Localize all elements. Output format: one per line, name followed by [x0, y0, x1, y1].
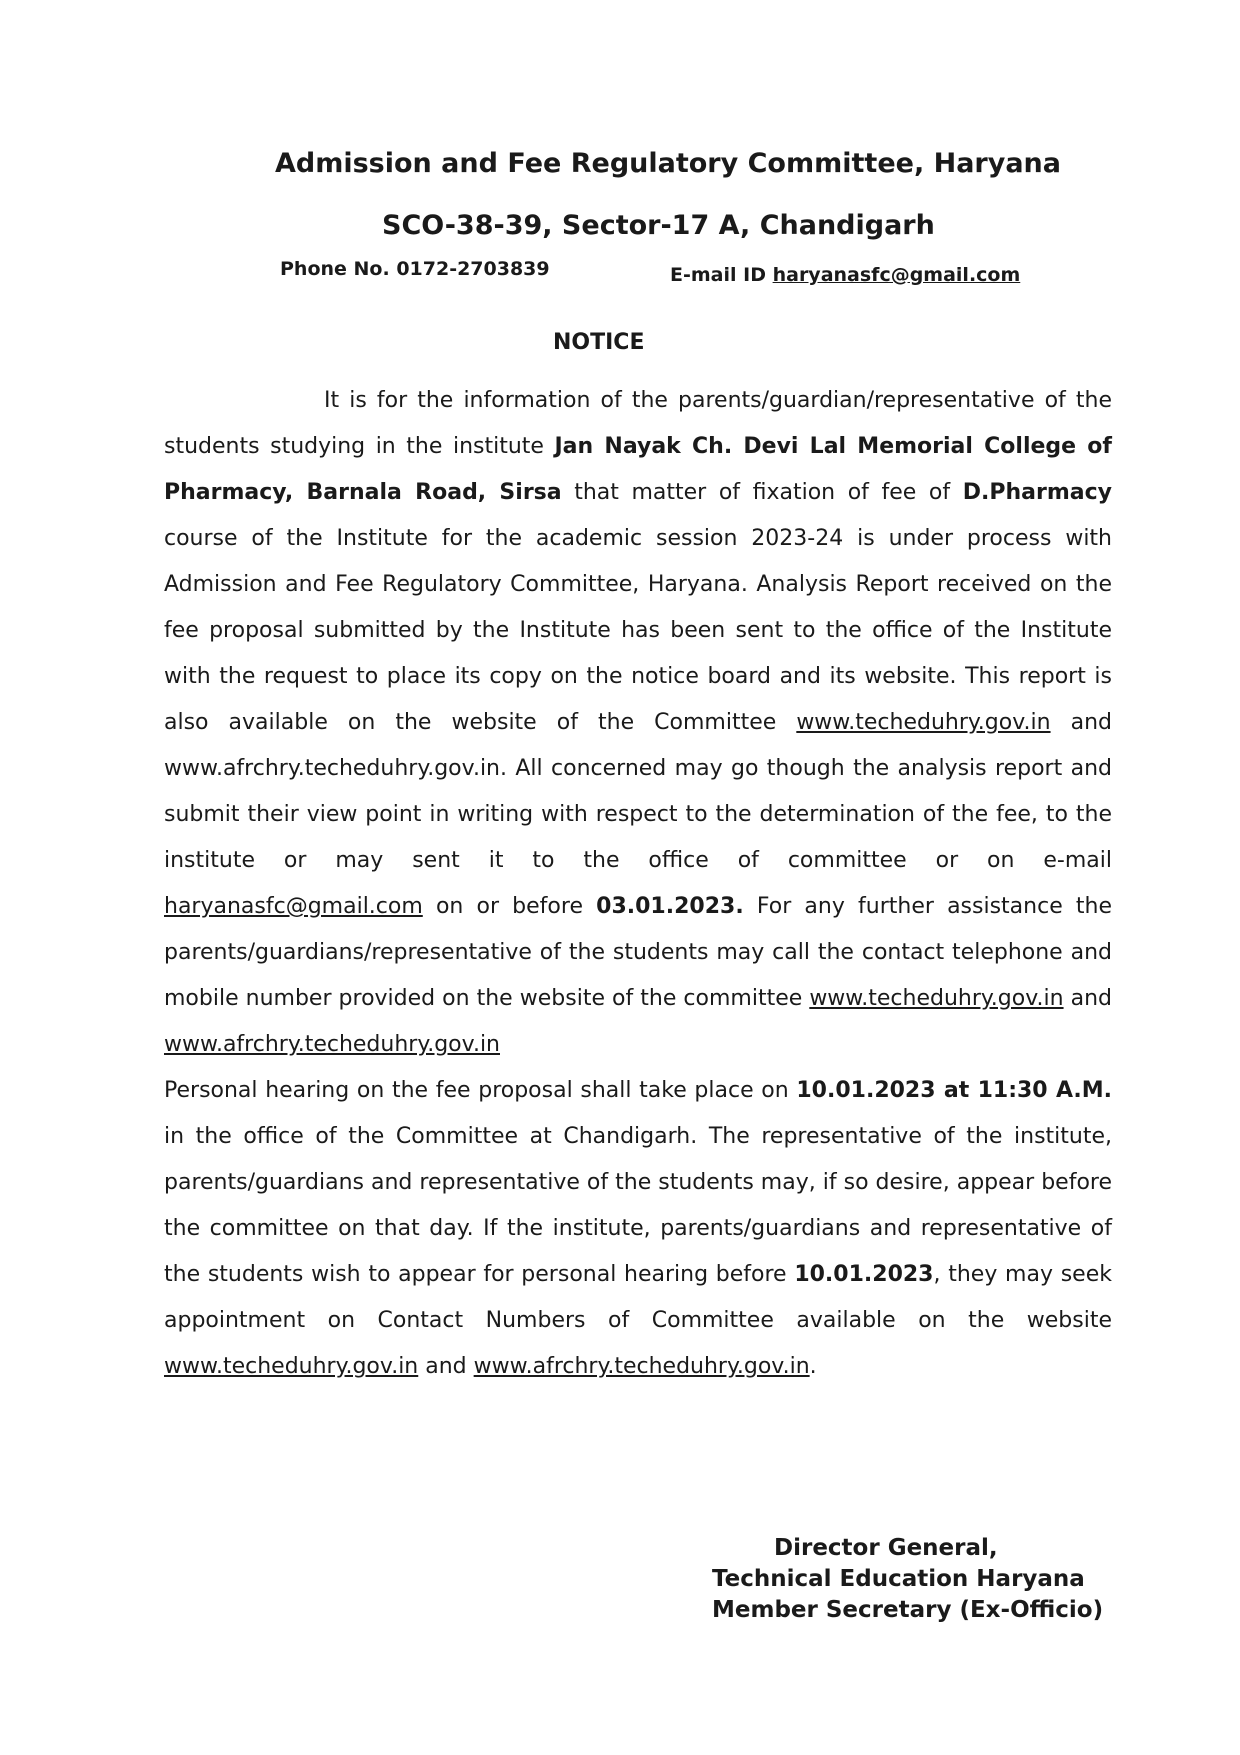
website-link[interactable]: www.techeduhry.gov.in — [796, 710, 1051, 735]
email-link[interactable]: haryanasfc@gmail.com — [164, 894, 423, 919]
deadline-date: 03.01.2023. — [596, 894, 744, 919]
signatory-title: Director General, — [774, 1535, 998, 1561]
signatory-department: Technical Education Haryana — [712, 1566, 1085, 1592]
signatory-role: Member Secretary (Ex-Officio) — [712, 1597, 1104, 1623]
notice-title: NOTICE — [553, 330, 645, 355]
website-link[interactable]: www.techeduhry.gov.in — [164, 1354, 419, 1379]
email-line — [670, 264, 1020, 286]
notice-body — [164, 378, 1112, 1390]
afrc-website-link[interactable]: www.afrchry.techeduhry.gov.in — [164, 1032, 500, 1057]
committee-name: Admission and Fee Regulatory Committee, Haryana — [275, 148, 1061, 179]
header-email-link[interactable]: haryanasfc@gmail.com — [772, 264, 1021, 286]
website-link[interactable]: www.techeduhry.gov.in — [809, 986, 1064, 1011]
committee-address: SCO-38-39, Sector-17 A, Chandigarh — [382, 210, 935, 241]
institute-name: Jan Nayak Ch. Devi Lal Memorial College of Pharmacy, Barnala Road, Sirsa — [164, 434, 1112, 505]
hearing-date: 10.01.2023 — [794, 1262, 934, 1287]
signature-block — [712, 1533, 1103, 1626]
paragraph-2: Personal hearing on the fee proposal shall take place on 10.01.2023 at 11:30 A.M. in the office of the Committee at Chandigarh. The representative of the institute, parents/guardians and representative of the students may, if so desire, appear before the committee on that day. If the institute, parents/guardians and representative of the students wish to appear for personal hearing before 10.01.2023, they may seek appointment on Contact Numbers of Committee available on the website www.techeduhry.gov.in and www.afrchry.techeduhry.gov.in. — [164, 1078, 1112, 1379]
email-label: E-mail ID — [670, 264, 766, 286]
course-name: D.Pharmacy — [962, 480, 1112, 505]
afrc-website-link[interactable]: www.afrchry.techeduhry.gov.in — [473, 1354, 810, 1379]
paragraph-1: It is for the information of the parents/guardian/representative of the students studying in the institute Jan Nayak Ch. Devi Lal Memorial College of Pharmacy, Barnala Road, Sirsa that matter of fixation of fee of D.Pharmacy course of the Institute for the academic session 2023-24 is under process with Admission and Fee Regulatory Committee, Haryana. Analysis Report received on the fee proposal submitted by the Institute has been sent to the office of the Institute with the request to place its copy on the notice board and its website. This report is also available on the website of the Committee www.techeduhry.gov.in and www.afrchry.techeduhry.gov.in. All concerned may go though the analysis report and submit their view point in writing with respect to the determination of the fee, to the institute or may sent it to the office of committee or on e-mail haryanasfc@gmail.com on or before 03.01.2023. For any further assistance the parents/guardians/representative of the students may call the contact telephone and mobile number provided on the website of the committee www.techeduhry.gov.in and www.afrchry.techeduhry.gov.in — [164, 388, 1112, 1057]
hearing-datetime: 10.01.2023 at 11:30 A.M. — [796, 1078, 1112, 1103]
phone-number: Phone No. 0172-2703839 — [280, 258, 550, 280]
